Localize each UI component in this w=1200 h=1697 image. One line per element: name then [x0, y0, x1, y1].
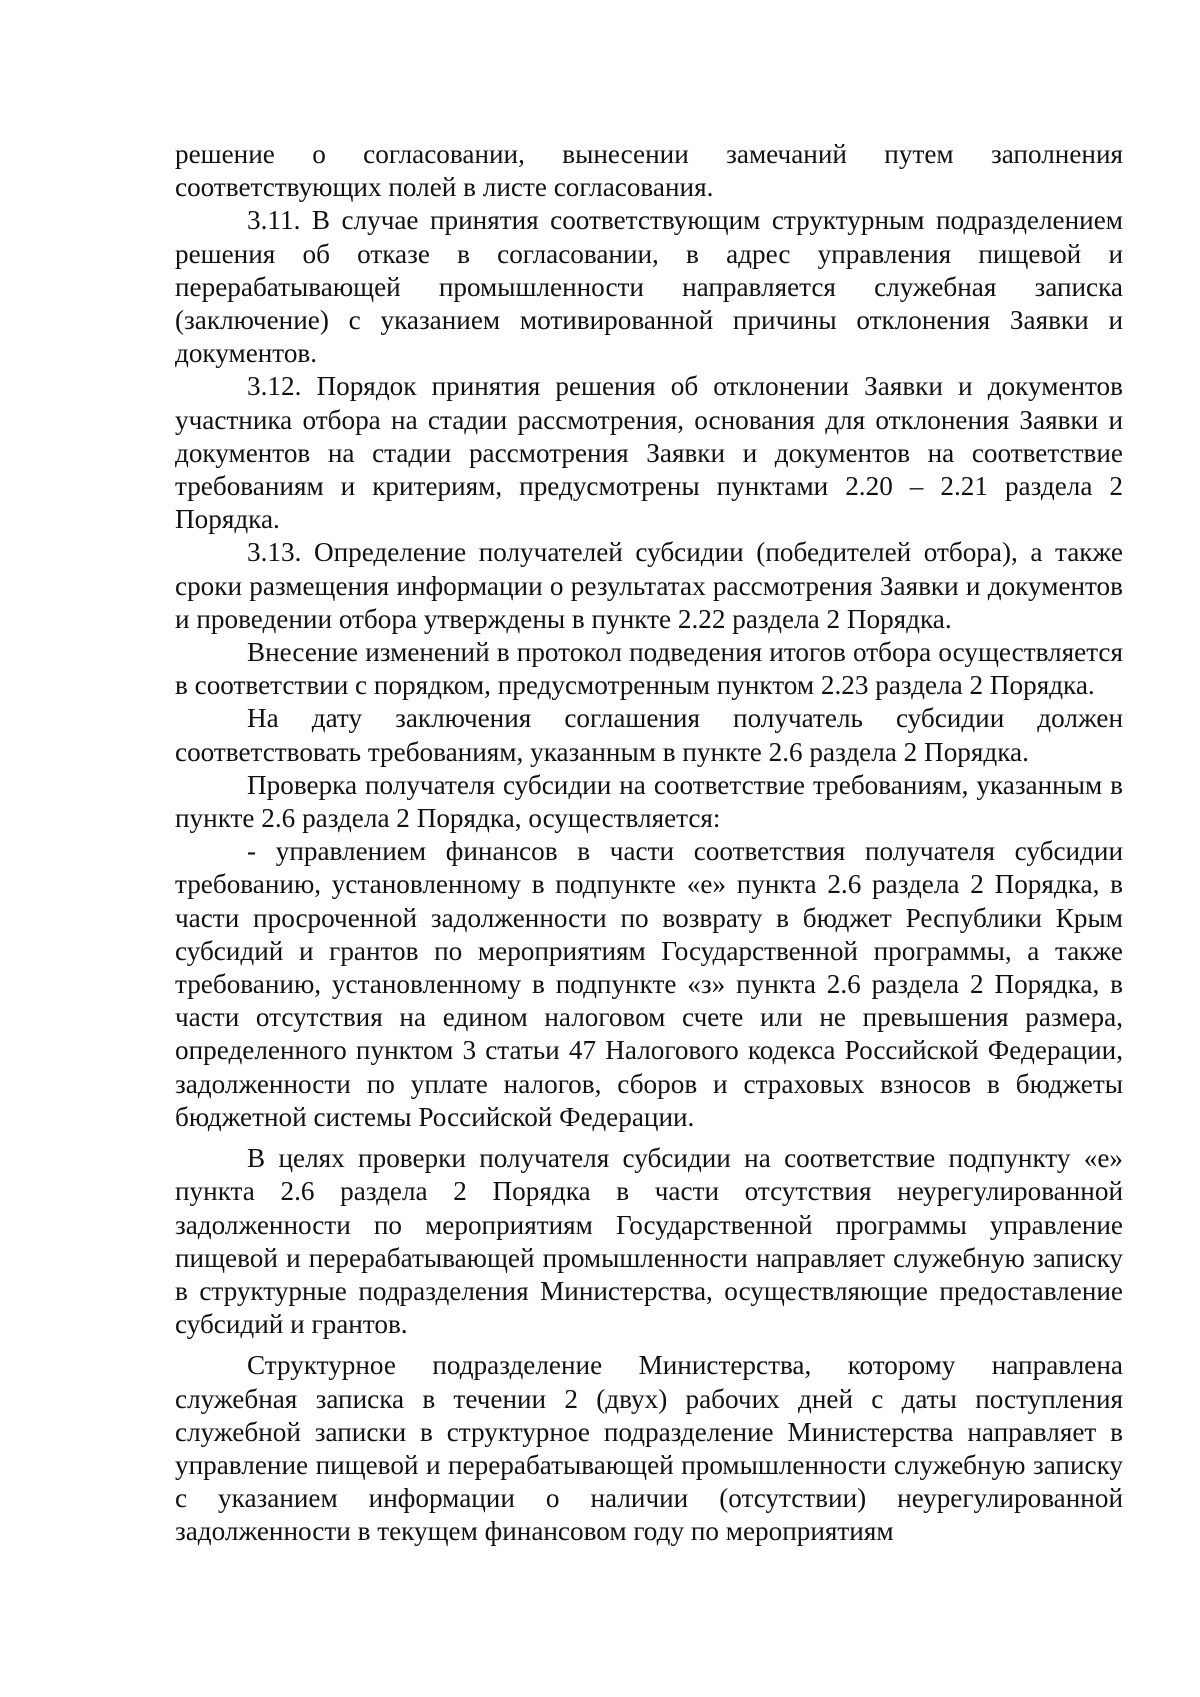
- paragraph-3-13: 3.13. Определение получателей субсидии (победителей отбора), а также сроки размещения информации о результатах рассмотрения Заявки и документов и проведении отбора утверждены в пункте 2.22 раздела 2 Порядка.: [175, 537, 1123, 634]
- paragraph-finance-department: - управлением финансов в части соответствия получателя субсидии требованию, установленному в подпункте «е» пункта 2.6 раздела 2 Порядка, в части просроченной задолженности по возврату в бюджет Республики Крым субсидий и грантов по мероприятиям Государственной программы, а также требованию, установленному в подпункте «з» пункта 2.6 раздела 2 Порядка, в части отсутствия на едином налоговом счете или не превышения размера, определенного пунктом 3 статьи 47 Налогового кодекса Российской Федерации, задолженности по уплате налогов, сборов и страховых взносов в бюджеты бюджетной системы Российской Федерации.: [175, 836, 1123, 1132]
- paragraph-verification: Проверка получателя субсидии на соответствие требованиям, указанным в пункте 2.6 раздела 2 Порядка, осуществляется:: [175, 769, 1123, 834]
- paragraph-debt-check: В целях проверки получателя субсидии на соответствие подпункту «е» пункта 2.6 раздела 2 Порядка в части отсутствия неурегулированной задолженности по мероприятиям Государственной программы управление пищевой и перерабатывающей промышленности направляет служебную записку в структурные подразделения Министерства, осуществляющие предоставление субсидий и грантов.: [175, 1143, 1123, 1340]
- paragraph-agreement-date: На дату заключения соглашения получатель субсидии должен соответствовать требованиям, указанным в пункте 2.6 раздела 2 Порядка.: [175, 703, 1123, 767]
- paragraph-3-11: 3.11. В случае принятия соответствующим структурным подразделением решения об отказе в согласовании, в адрес управления пищевой и перерабатывающей промышленности направляется служебная записка (заключение) с указанием мотивированной причины отклонения Заявки и документов.: [175, 205, 1123, 369]
- paragraph-continuation: решение о согласовании, вынесении замечаний путем заполнения соответствующих полей в листе согласования.: [175, 139, 1123, 203]
- paragraph-3-12: 3.12. Порядок принятия решения об отклонении Заявки и документов участника отбора на стадии рассмотрения, основания для отклонения Заявки и документов на стадии рассмотрения Заявки и документов на соответствие требованиям и критериям, предусмотрены пунктами 2.20 – 2.21 раздела 2 Порядка.: [175, 371, 1123, 535]
- document-body: [175, 138, 1123, 1549]
- paragraph-structural-unit: Структурное подразделение Министерства, которому направлена служебная записка в течении 2 (двух) рабочих дней с даты поступления служебной записки в структурное подразделение Министерства направляет в управление пищевой и перерабатывающей промышленности служебную записку с указанием информации о наличии (отсутствии) неурегулированной задолженности в текущем финансовом году по мероприятиям: [175, 1350, 1123, 1547]
- paragraph-protocol-changes: Внесение изменений в протокол подведения итогов отбора осуществляется в соответствии с порядком, предусмотренным пунктом 2.23 раздела 2 Порядка.: [175, 637, 1123, 701]
